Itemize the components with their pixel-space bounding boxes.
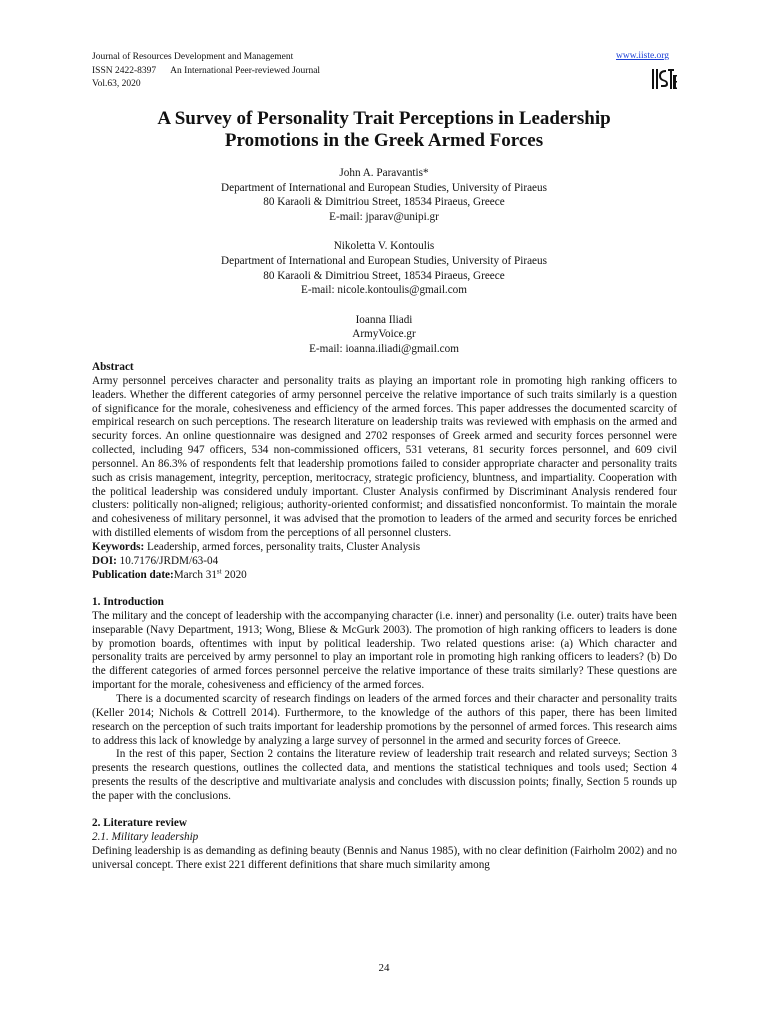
issn: ISSN 2422-8397 <box>92 65 157 76</box>
doi-label: DOI: <box>92 554 117 567</box>
doi <box>92 555 677 569</box>
paper-body <box>92 361 677 873</box>
keywords-label: Keywords: <box>92 540 145 553</box>
journal-header <box>92 51 320 92</box>
iiste-logo-icon <box>651 67 677 91</box>
journal-url-link[interactable]: www.iiste.org <box>616 51 670 61</box>
pubdate-label: Publication date: <box>92 568 174 581</box>
lit-paragraph-1: Defining leadership is as demanding as defining beauty (Bennis and Nanus 1985), with no clear definition (Fairholm 2002) and no universal concept. There exist 221 different definitions that share much similarity among <box>92 845 677 871</box>
abstract-heading: Abstract <box>92 361 134 373</box>
author-2 <box>92 239 676 297</box>
pubdate-sup: st <box>216 566 222 575</box>
author-affiliation: Department of International and European Studies, University of Piraeus <box>221 181 547 194</box>
author-address: 80 Karaoli & Dimitriou Street, 18534 Piraeus, Greece <box>263 196 505 209</box>
title-line-1: A Survey of Personality Trait Perceptions in Leadership <box>157 108 611 129</box>
journal-subtitle: An International Peer-reviewed Journal <box>170 65 321 76</box>
pubdate-year: 2020 <box>221 568 247 581</box>
doi-value: 10.7176/JRDM/63-04 <box>116 554 219 567</box>
author-email: E-mail: ioanna.iliadi@gmail.com <box>309 342 459 355</box>
author-name: Ioanna Iliadi <box>355 313 413 326</box>
intro-paragraph-2: There is a documented scarcity of research findings on leaders of the armed forces and their character and personality traits (Keller 2014; Nichols & Cottrell 2014). Furthermore, to the knowledge of the authors of this paper, there has been limited research on the perception of such traits important for leadership promotions by the personnel of armed forces. This research aims to address this lack of knowledge by analyzing a large survey of personnel in the armed and security forces of Greece. <box>92 693 677 747</box>
paper-title <box>92 108 676 152</box>
author-email: E-mail: nicole.kontoulis@gmail.com <box>301 284 467 297</box>
author-email: E-mail: jparav@unipi.gr <box>329 210 439 223</box>
lit-heading: 2. Literature review <box>92 817 187 830</box>
keywords-value: Leadership, armed forces, personality traits, Cluster Analysis <box>144 540 421 553</box>
author-block <box>92 166 676 372</box>
author-3 <box>92 313 676 357</box>
title-line-2: Promotions in the Greek Armed Forces <box>224 130 544 151</box>
author-address: 80 Karaoli & Dimitriou Street, 18534 Piraeus, Greece <box>263 269 505 282</box>
publication-date <box>92 566 677 583</box>
abstract-text: Army personnel perceives character and personality traits as playing an important role in promoting high ranking officers to leaders. Whether the different categories of army personnel perceive the relative importance of such traits similarly is a question of significance for the morale, cohesiveness and efficiency of the armed forces. This paper addresses the documented scarcity of empirical research on such perceptions. The research literature on leadership traits was reviewed with emphasis on the armed and security forces. An online questionnaire was designed and 2702 responses of Greek armed and security forces personnel were collected, including 947 officers, 534 non-commissioned officers, 531 veterans, 81 security forces personnel, and 609 civil personnel. An 86.3% of respondents felt that leadership promotions failed to consider appropriate character and personality traits such as crisis management, integrity, perception, meritocracy, strategic proficiency, bluntness, and impartiality. Cooperation with the political leadership was considered unduly important. Cluster Analysis confirmed by Discriminant Analysis rendered four clusters: politically non-aligned; religious; authority-oriented conformist; and dissatisfied nonconformist. To maintain the morale and cohesiveness of military personnel, it was advised that the promotion to leaders of the armed and security forces be enriched with distilled elements of wisdom from the perceptions of all personnel clusters. <box>92 374 677 540</box>
pubdate-value: March 31 <box>173 568 217 581</box>
volume: Vol.63, 2020 <box>92 79 141 89</box>
intro-paragraph-1: The military and the concept of leadership with the accompanying character (i.e. inner) and personality (i.e. outer) traits have been inseparable (Navy Department, 1913; Wong, Bliese & McGurk 2003). The promotion of high ranking officers to leaders is done by promotion boards, oftentimes with input by political leadership. Two related questions arise: (a) Which character and personality traits are perceived by army personnel to play an important role in promoting high ranking officers to leaders? (b) Do the different categories of armed forces personnel perceive the relative importance of these traits similarly? These questions are important for the morale, cohesiveness and efficiency of the armed forces. <box>92 609 677 692</box>
author-affiliation: ArmyVoice.gr <box>352 328 416 341</box>
intro-paragraph-3: In the rest of this paper, Section 2 contains the literature review of leadership trait research and related surveys; Section 3 presents the research questions, outlines the collected data, and mentions the statistical techniques and tools used; Section 4 presents the results of the descriptive and multivariate analysis and concludes with discussion points; finally, Section 5 rounds up the paper with the conclusions. <box>92 748 677 802</box>
page-number: 24 <box>378 962 390 974</box>
author-name: John A. Paravantis* <box>339 167 429 179</box>
lit-subheading: 2.1. Military leadership <box>92 831 199 844</box>
author-affiliation: Department of International and European Studies, University of Piraeus <box>221 254 547 267</box>
keywords <box>92 541 677 555</box>
intro-heading: 1. Introduction <box>92 596 164 609</box>
author-name: Nikoletta V. Kontoulis <box>333 240 435 253</box>
author-1 <box>92 166 676 224</box>
journal-name: Journal of Resources Development and Management <box>92 52 294 62</box>
